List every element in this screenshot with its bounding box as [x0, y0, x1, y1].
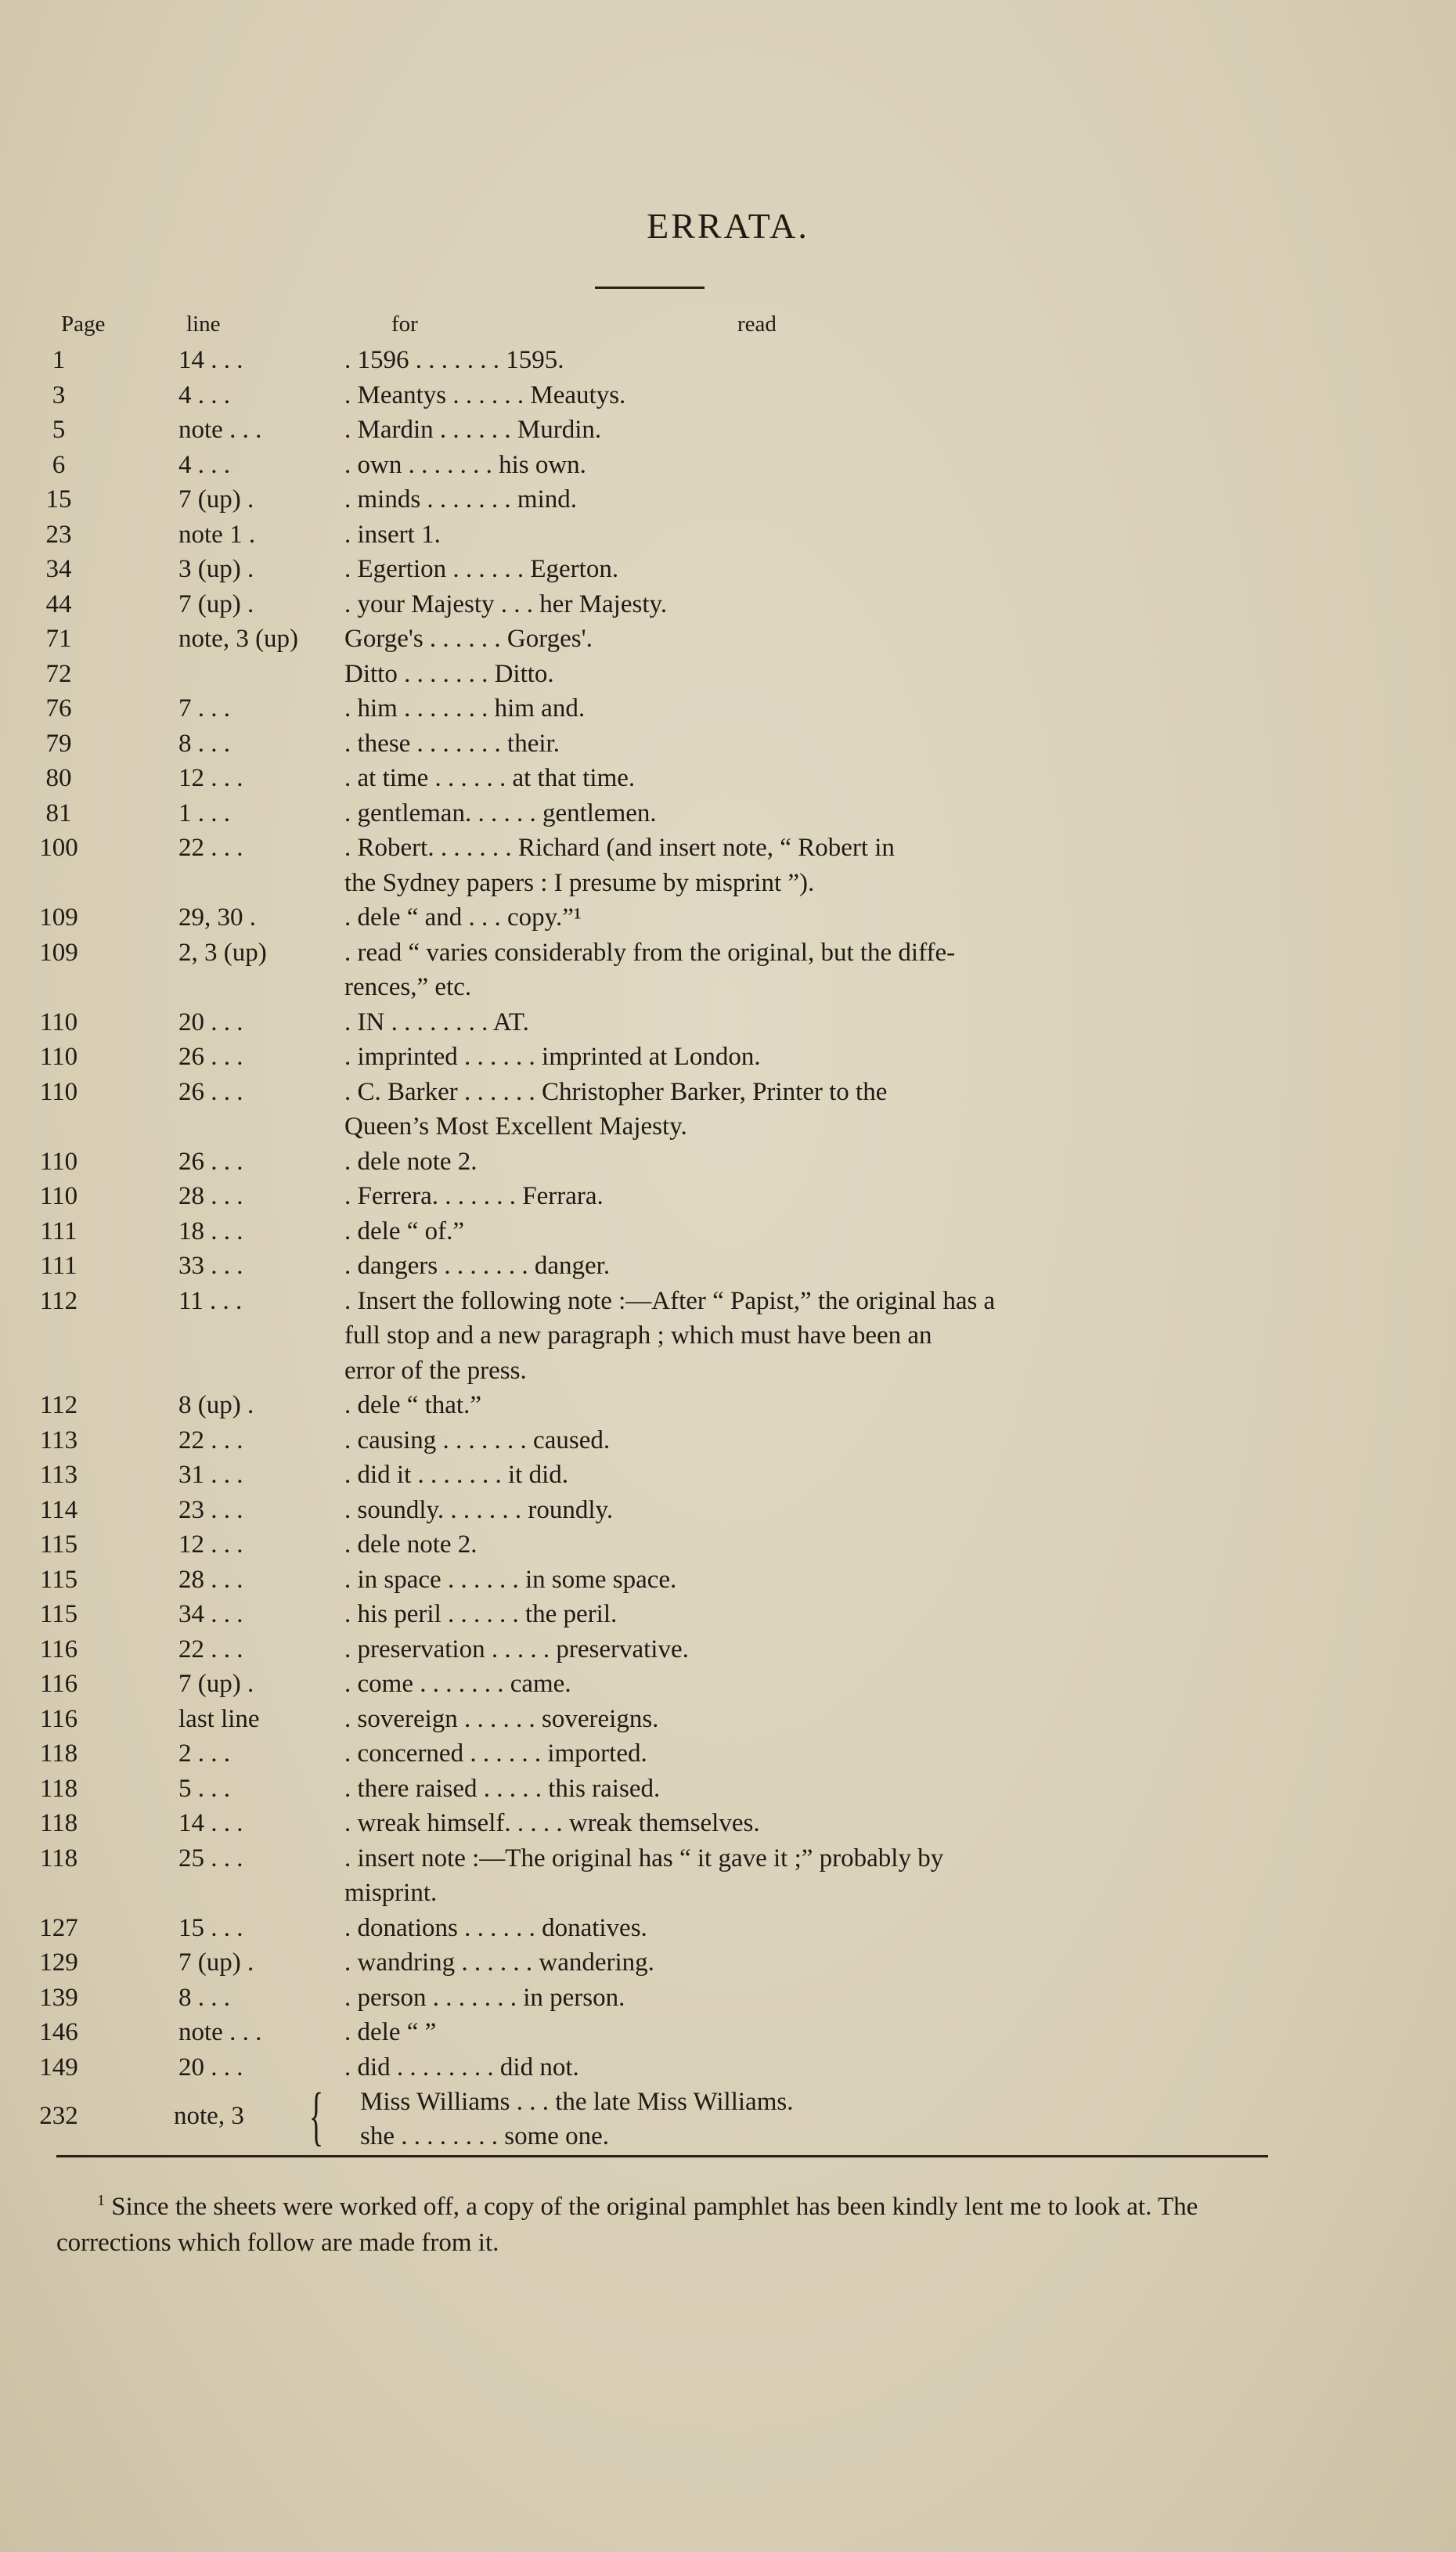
line-reference: 11 . . . [178, 1286, 243, 1315]
page-number: 115 [39, 1565, 78, 1594]
errata-row [0, 2050, 1456, 2085]
correction-text: Miss Williams . . . the late Miss Williams. [360, 2088, 794, 2116]
page-number: 110 [39, 1007, 78, 1036]
page-number: 127 [39, 1913, 78, 1942]
correction-text: . concerned . . . . . . imported. [344, 1739, 647, 1768]
correction-text: . insert note :—The original has “ it gave it ;” probably by misprint. [344, 1844, 944, 1907]
page-number: 112 [39, 1286, 78, 1315]
page-number: 80 [45, 764, 72, 792]
correction-text: . your Majesty . . . her Majesty. [344, 589, 668, 618]
page-number: 118 [39, 1844, 78, 1873]
correction-text: . him . . . . . . . him and. [344, 694, 586, 723]
line-reference: 20 . . . [178, 1007, 243, 1036]
correction-text: . Robert. . . . . . . Richard (and insert note, “ Robert in the Sydney papers : I presume by misprint ”). [344, 834, 895, 897]
line-reference: 7 (up) . [178, 1948, 254, 1977]
errata-list [0, 343, 1456, 2154]
page-number: 72 [45, 659, 72, 688]
page-title: ERRATA. [647, 206, 809, 246]
line-reference: last line [178, 1704, 260, 1733]
line-reference: note . . . [178, 2018, 262, 2046]
page-number: 34 [45, 555, 72, 583]
correction-text: . dele note 2. [344, 1530, 478, 1559]
page-number: 5 [52, 416, 66, 444]
errata-row [0, 1458, 1456, 1493]
correction-text: . did it . . . . . . . it did. [344, 1461, 569, 1489]
header-line: line [186, 312, 221, 337]
line-reference: 2 . . . [178, 1739, 230, 1768]
errata-row [0, 1527, 1456, 1563]
line-reference: 14 . . . [178, 346, 243, 374]
correction-text: . dele “ ” [344, 2018, 437, 2046]
page-number: 149 [39, 2053, 78, 2082]
page-number: 113 [39, 1426, 78, 1454]
errata-row [0, 1214, 1456, 1249]
page-number: 116 [39, 1670, 78, 1698]
line-reference: 28 . . . [178, 1565, 243, 1594]
page-number: 15 [45, 485, 72, 514]
page-number: 109 [39, 903, 78, 932]
line-reference: 7 (up) . [178, 485, 254, 514]
errata-row [0, 1736, 1456, 1772]
correction-text: . own . . . . . . . his own. [344, 450, 586, 479]
line-reference: 8 (up) . [178, 1391, 254, 1419]
correction-text: Gorge's . . . . . . Gorges'. [344, 625, 593, 653]
line-reference: 31 . . . [178, 1461, 243, 1489]
line-reference: note, 3 (up) [178, 625, 299, 653]
page-number: 44 [45, 589, 72, 618]
line-reference: 15 . . . [178, 1913, 243, 1942]
errata-row [0, 343, 1456, 378]
errata-row [0, 448, 1456, 483]
errata-row [0, 726, 1456, 762]
correction-text: . his peril . . . . . . the peril. [344, 1600, 618, 1628]
errata-row [0, 935, 1456, 1005]
errata-row [0, 1806, 1456, 1841]
page-number: 112 [39, 1391, 78, 1419]
errata-row [0, 1563, 1456, 1598]
title-divider [595, 287, 705, 289]
errata-row [0, 761, 1456, 796]
correction-text: Ditto . . . . . . . Ditto. [344, 659, 554, 688]
correction-text: . these . . . . . . . their. [344, 729, 560, 758]
errata-row [0, 1423, 1456, 1458]
page-number: 115 [39, 1530, 78, 1559]
correction-text: . Insert the following note :—After “ Papist,” the original has a full stop and a new paragraph ; which must have been an error of the press. [344, 1286, 996, 1385]
correction-text: . dele “ of.” [344, 1217, 464, 1245]
line-reference: 23 . . . [178, 1495, 243, 1524]
errata-row [0, 1179, 1456, 1214]
line-reference: 22 . . . [178, 834, 243, 862]
errata-row [0, 657, 1456, 692]
line-reference: 22 . . . [178, 1426, 243, 1454]
page-number: 100 [39, 834, 78, 862]
line-reference: 5 . . . [178, 1774, 230, 1803]
errata-row [0, 622, 1456, 657]
errata-row [0, 1075, 1456, 1144]
line-reference: 26 . . . [178, 1077, 243, 1106]
page-number: 6 [52, 450, 66, 479]
header-read: read [737, 312, 777, 337]
errata-row [0, 831, 1456, 900]
line-reference: 34 . . . [178, 1600, 243, 1628]
correction-text: . dele note 2. [344, 1147, 478, 1176]
correction-text: . 1596 . . . . . . . 1595. [344, 346, 564, 374]
brace-glyph: { [309, 2080, 324, 2153]
errata-row [0, 1911, 1456, 1946]
page-number: 110 [39, 1077, 78, 1106]
line-reference: 8 . . . [178, 1983, 230, 2012]
correction-text: . soundly. . . . . . . roundly. [344, 1495, 614, 1524]
page-number: 115 [39, 1600, 78, 1628]
line-reference: 12 . . . [178, 1530, 243, 1559]
errata-row [0, 378, 1456, 413]
line-reference: 18 . . . [178, 1217, 243, 1245]
line-reference: 33 . . . [178, 1252, 243, 1280]
correction-text: . gentleman. . . . . . gentlemen. [344, 798, 657, 827]
errata-row [0, 1841, 1456, 1911]
errata-row [0, 1945, 1456, 1981]
page-number: 71 [45, 625, 72, 653]
line-reference: note . . . [178, 416, 262, 444]
correction-text: . come . . . . . . . came. [344, 1670, 571, 1698]
page-number: 113 [39, 1461, 78, 1489]
line-reference: 22 . . . [178, 1635, 243, 1663]
correction-text: . Egertion . . . . . . Egerton. [344, 555, 619, 583]
page-number: 118 [39, 1774, 78, 1803]
correction-text: . Mardin . . . . . . Murdin. [344, 416, 602, 444]
page-number: 146 [39, 2018, 78, 2046]
correction-text: . IN . . . . . . . . AT. [344, 1007, 529, 1036]
errata-row [0, 1249, 1456, 1284]
footnote-divider [56, 2155, 1268, 2157]
page-number: 111 [40, 1252, 77, 1280]
correction-text: . C. Barker . . . . . . Christopher Barker, Printer to the Queen’s Most Excellent Majesty. [344, 1077, 888, 1141]
page-number: 114 [39, 1495, 78, 1524]
errata-row [0, 517, 1456, 553]
correction-text: . there raised . . . . . this raised. [344, 1774, 661, 1803]
line-reference: 8 . . . [178, 729, 230, 758]
page-number: 81 [45, 798, 72, 827]
correction-text: . dele “ that.” [344, 1391, 481, 1419]
footnote-text: Since the sheets were worked off, a copy of the original pamphlet has been kindly lent me to look at. The corrections which follow are made from it. [56, 2193, 1198, 2257]
errata-row [0, 1772, 1456, 1807]
line-reference: 28 . . . [178, 1182, 243, 1210]
line-reference: 3 (up) . [178, 555, 254, 583]
header-page: Page [61, 312, 106, 337]
correction-text: . dele “ and . . . copy.”¹ [344, 903, 582, 932]
footnote [56, 2183, 1268, 2261]
page-number: 232 [39, 2102, 78, 2130]
page-number: 111 [40, 1217, 77, 1245]
correction-text: . imprinted . . . . . . imprinted at London. [344, 1043, 761, 1071]
correction-text: she . . . . . . . . some one. [360, 2122, 610, 2150]
errata-row [0, 1005, 1456, 1040]
errata-row [0, 796, 1456, 831]
errata-row [0, 587, 1456, 622]
correction-text: . insert 1. [344, 520, 441, 549]
errata-row [0, 1493, 1456, 1528]
errata-row [0, 900, 1456, 935]
correction-text: . minds . . . . . . . mind. [344, 485, 578, 514]
errata-row [0, 482, 1456, 517]
correction-text: . person . . . . . . . in person. [344, 1983, 625, 2012]
line-reference: 25 . . . [178, 1844, 243, 1873]
page-number: 110 [39, 1043, 78, 1071]
errata-row [0, 1597, 1456, 1632]
page-number: 110 [39, 1182, 78, 1210]
line-reference: 4 . . . [178, 380, 230, 409]
page-number: 79 [45, 729, 72, 758]
errata-row [0, 413, 1456, 448]
line-reference: 4 . . . [178, 450, 230, 479]
errata-row [0, 552, 1456, 587]
page-number: 116 [39, 1704, 78, 1733]
errata-row [0, 1981, 1456, 2016]
correction-text: . read “ varies considerably from the original, but the diffe- rences,” etc. [344, 938, 956, 1001]
page-number: 1 [52, 346, 66, 374]
page-number: 110 [39, 1147, 78, 1176]
errata-row-bracketed [0, 2080, 1456, 2154]
line-reference: note, 3 [174, 2102, 244, 2130]
correction-text: . wreak himself. . . . . wreak themselves. [344, 1809, 760, 1837]
header-for: for [391, 312, 418, 337]
line-reference: 1 . . . [178, 798, 230, 827]
errata-row [0, 1667, 1456, 1702]
line-reference: 7 . . . [178, 694, 230, 723]
page-number: 76 [45, 694, 72, 723]
line-reference: 20 . . . [178, 2053, 243, 2082]
page-number: 116 [39, 1635, 78, 1663]
correction-text: . Meantys . . . . . . Meautys. [344, 380, 626, 409]
line-reference: 7 (up) . [178, 1670, 254, 1698]
page-number: 23 [45, 520, 72, 549]
correction-text: . donations . . . . . . donatives. [344, 1913, 647, 1942]
page-number: 129 [39, 1948, 78, 1977]
correction-text: . did . . . . . . . . did not. [344, 2053, 579, 2082]
errata-row [0, 2015, 1456, 2050]
correction-text: . preservation . . . . . preservative. [344, 1635, 689, 1663]
errata-row [0, 1040, 1456, 1075]
correction-text: . sovereign . . . . . . sovereigns. [344, 1704, 659, 1733]
errata-row [0, 1284, 1456, 1389]
line-reference: 12 . . . [178, 764, 243, 792]
errata-row [0, 1702, 1456, 1737]
errata-row [0, 691, 1456, 726]
correction-text: . at time . . . . . . at that time. [344, 764, 636, 792]
line-reference: 29, 30 . [178, 903, 256, 932]
page-number: 118 [39, 1739, 78, 1768]
line-reference: 14 . . . [178, 1809, 243, 1837]
page-number: 118 [39, 1809, 78, 1837]
correction-text: . Ferrera. . . . . . . Ferrara. [344, 1182, 604, 1210]
page-number: 109 [39, 938, 78, 967]
footnote-marker: 1 [97, 2192, 105, 2209]
errata-row [0, 1144, 1456, 1180]
column-headers [0, 312, 1456, 343]
page-number: 139 [39, 1983, 78, 2012]
line-reference: 26 . . . [178, 1147, 243, 1176]
line-reference: note 1 . [178, 520, 256, 549]
correction-text: . in space . . . . . . in some space. [344, 1565, 677, 1594]
line-reference: 2, 3 (up) [178, 938, 267, 967]
line-reference: 7 (up) . [178, 589, 254, 618]
errata-row [0, 1388, 1456, 1423]
line-reference: 26 . . . [178, 1043, 243, 1071]
errata-row [0, 1632, 1456, 1667]
correction-text: . wandring . . . . . . wandering. [344, 1948, 654, 1977]
correction-text: . dangers . . . . . . . danger. [344, 1252, 611, 1280]
page-number: 3 [52, 380, 66, 409]
correction-text: . causing . . . . . . . caused. [344, 1426, 611, 1454]
